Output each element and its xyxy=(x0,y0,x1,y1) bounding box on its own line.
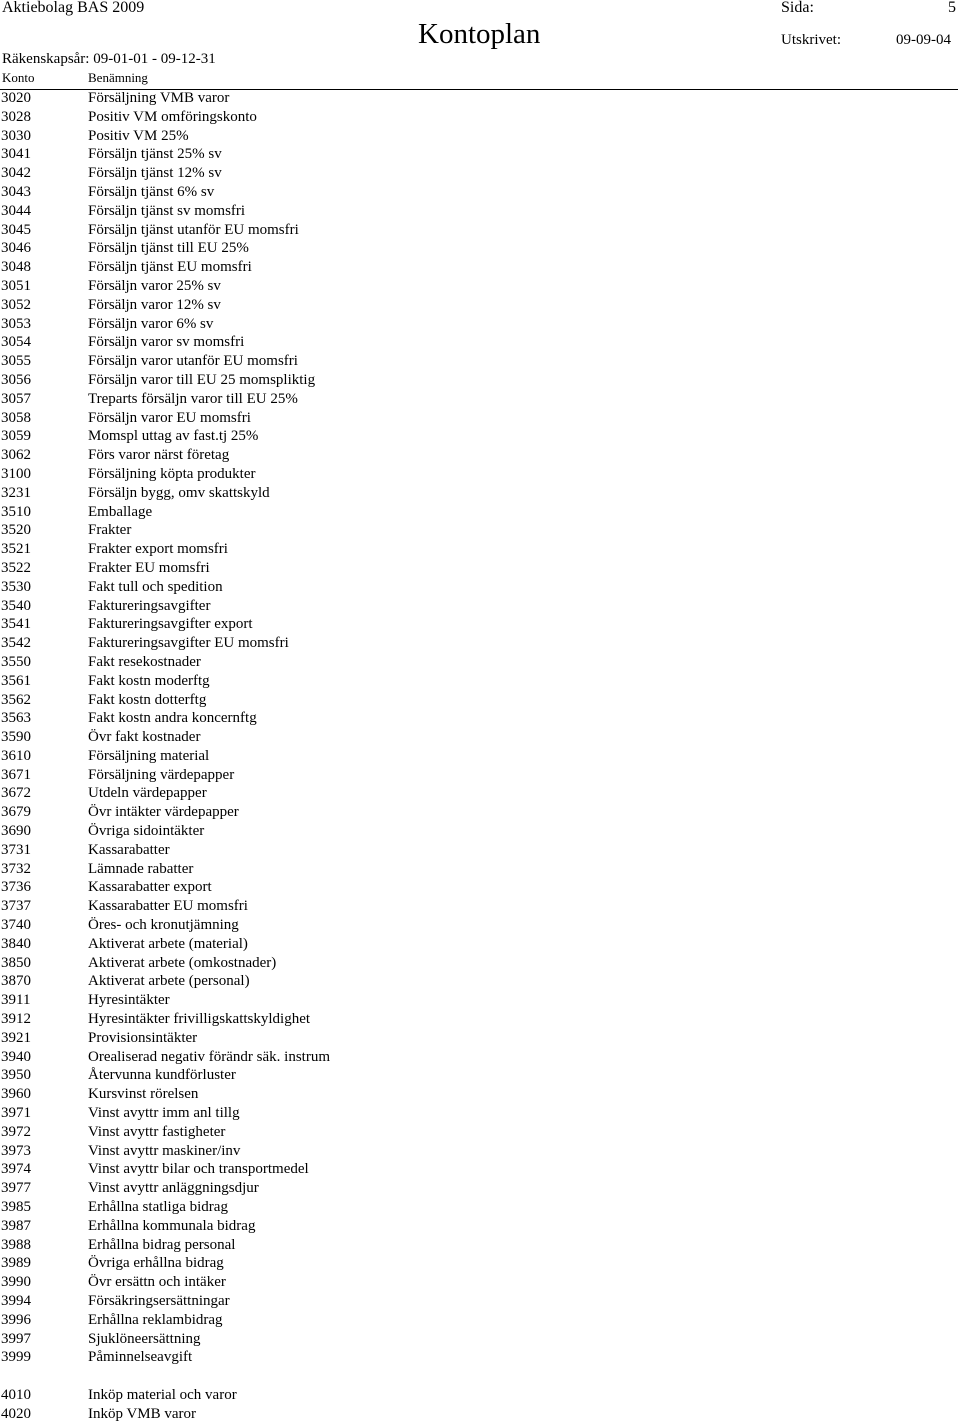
account-row xyxy=(0,108,960,127)
account-name: Erhållna reklambidrag xyxy=(88,1311,223,1328)
account-row xyxy=(0,1160,960,1179)
account-number: 3052 xyxy=(1,296,31,313)
account-row xyxy=(0,578,960,597)
account-name: Lämnade rabatter xyxy=(88,860,194,877)
account-row xyxy=(0,371,960,390)
account-number: 3985 xyxy=(1,1199,31,1216)
account-row xyxy=(0,1311,960,1330)
account-number: 3732 xyxy=(1,860,31,877)
account-row xyxy=(0,521,960,540)
account-row xyxy=(0,1386,960,1405)
account-number: 3048 xyxy=(1,259,31,276)
account-row xyxy=(0,89,960,108)
account-number: 3996 xyxy=(1,1311,31,1328)
account-row xyxy=(0,916,960,935)
account-row xyxy=(0,145,960,164)
account-name: Erhållna statliga bidrag xyxy=(88,1199,228,1216)
account-row xyxy=(0,615,960,634)
account-number: 3044 xyxy=(1,202,31,219)
account-row xyxy=(0,409,960,428)
account-number: 3960 xyxy=(1,1086,31,1103)
account-name: Övr ersättn och intäker xyxy=(88,1274,226,1291)
account-number: 3540 xyxy=(1,597,31,614)
account-number: 3045 xyxy=(1,221,31,238)
account-name: Positiv VM 25% xyxy=(88,127,189,144)
account-row xyxy=(0,691,960,710)
account-name: Vinst avyttr fastigheter xyxy=(88,1123,226,1140)
account-name: Förs varor närst företag xyxy=(88,447,230,464)
account-number: 3054 xyxy=(1,334,31,351)
account-row xyxy=(0,747,960,766)
account-row xyxy=(0,1010,960,1029)
account-number: 3736 xyxy=(1,879,31,896)
account-number: 3672 xyxy=(1,785,31,802)
account-row xyxy=(0,709,960,728)
account-name: Övriga sidointäkter xyxy=(88,823,205,840)
account-number: 3056 xyxy=(1,371,31,388)
account-number: 3030 xyxy=(1,127,31,144)
account-number: 3731 xyxy=(1,841,31,858)
account-row xyxy=(0,878,960,897)
account-number: 3521 xyxy=(1,541,31,558)
account-row xyxy=(0,315,960,334)
account-row xyxy=(0,1123,960,1142)
account-name: Erhållna bidrag personal xyxy=(88,1236,236,1253)
account-name: Fakt kostn andra koncernftg xyxy=(88,710,257,727)
account-row xyxy=(0,1273,960,1292)
account-name: Inköp material och varor xyxy=(88,1386,237,1403)
account-name: Frakter xyxy=(88,522,132,539)
account-name: Fakt tull och spedition xyxy=(88,578,223,595)
account-name: Öres- och kronutjämning xyxy=(88,917,239,934)
account-name: Försäljn varor 12% sv xyxy=(88,296,221,313)
account-name: Försäljn varor utanför EU momsfri xyxy=(88,353,298,370)
page-number: 5 xyxy=(948,0,956,16)
account-number: 3950 xyxy=(1,1067,31,1084)
account-row xyxy=(0,1236,960,1255)
account-name: Orealiserad negativ förändr säk. instrum xyxy=(88,1048,330,1065)
account-row xyxy=(0,390,960,409)
account-name: Försäkringsersättningar xyxy=(88,1293,230,1309)
account-row xyxy=(0,728,960,747)
account-row xyxy=(0,1104,960,1123)
account-number: 3740 xyxy=(1,917,31,934)
account-name: Frakter EU momsfri xyxy=(88,559,210,576)
account-number: 4020 xyxy=(1,1405,31,1422)
account-row xyxy=(0,1029,960,1048)
account-number: 3055 xyxy=(1,353,31,370)
account-name: Aktiverat arbete (material) xyxy=(88,935,248,952)
account-name: Momspl uttag av fast.tj 25% xyxy=(88,428,259,445)
account-name: Provisionsintäkter xyxy=(88,1029,198,1046)
account-number: 3530 xyxy=(1,578,31,595)
account-row xyxy=(0,1330,960,1349)
account-number: 3912 xyxy=(1,1011,31,1028)
account-row xyxy=(0,972,960,991)
account-row xyxy=(0,766,960,785)
account-row xyxy=(0,1066,960,1085)
account-number: 3062 xyxy=(1,447,31,464)
account-row xyxy=(0,559,960,578)
account-number: 3042 xyxy=(1,165,31,182)
account-number: 3510 xyxy=(1,503,31,520)
account-row xyxy=(0,258,960,277)
account-name: Faktureringsavgifter EU momsfri xyxy=(88,635,289,652)
printed-date: 09-09-04 xyxy=(896,32,951,48)
account-name: Hyresintäkter xyxy=(88,992,170,1009)
account-row xyxy=(0,1198,960,1217)
account-list xyxy=(0,89,960,1424)
account-number: 3610 xyxy=(1,747,31,764)
account-row xyxy=(0,427,960,446)
account-number: 3840 xyxy=(1,935,31,952)
account-number: 3043 xyxy=(1,183,31,200)
account-name: Försäljn bygg, omv skattskyld xyxy=(88,484,270,501)
account-row xyxy=(0,897,960,916)
account-number: 3911 xyxy=(1,992,31,1009)
page-label: Sida: xyxy=(781,0,814,16)
account-number: 3541 xyxy=(1,616,31,633)
account-number: 3997 xyxy=(1,1330,31,1347)
account-name: Kursvinst rörelsen xyxy=(88,1086,199,1103)
account-row xyxy=(0,1405,960,1424)
account-number: 3870 xyxy=(1,973,31,990)
account-name: Vinst avyttr maskiner/inv xyxy=(88,1142,241,1159)
account-name: Försäljn varor EU momsfri xyxy=(88,409,251,426)
account-name: Försäljn tjänst 25% sv xyxy=(88,146,222,163)
account-row xyxy=(0,954,960,973)
account-name: Återvunna kundförluster xyxy=(88,1067,236,1084)
account-row xyxy=(0,1142,960,1161)
account-name: Fakt kostn dotterftg xyxy=(88,691,207,708)
account-number: 3989 xyxy=(1,1255,31,1272)
account-row xyxy=(0,597,960,616)
account-row xyxy=(0,860,960,879)
account-name: Försäljn varor till EU 25 momspliktig xyxy=(88,371,316,388)
account-row xyxy=(0,239,960,258)
account-number: 3971 xyxy=(1,1105,31,1122)
account-name: Försäljn tjänst sv momsfri xyxy=(88,202,246,219)
account-name: Försäljn tjänst 6% sv xyxy=(88,183,215,200)
account-row xyxy=(0,1217,960,1236)
account-name: Försäljn varor 6% sv xyxy=(88,315,214,332)
account-number: 3590 xyxy=(1,729,31,746)
fiscal-year: Räkenskapsår: 09-01-01 - 09-12-31 xyxy=(2,51,216,67)
account-row xyxy=(0,935,960,954)
account-row xyxy=(0,183,960,202)
account-number: 3563 xyxy=(1,710,31,727)
account-name: Vinst avyttr bilar och transportmedel xyxy=(88,1161,309,1178)
account-row xyxy=(0,352,960,371)
account-number: 3020 xyxy=(1,90,31,106)
account-number: 3987 xyxy=(1,1217,31,1234)
account-number: 3561 xyxy=(1,672,31,689)
account-name: Sjuklöneersättning xyxy=(88,1330,201,1347)
account-name: Övriga erhållna bidrag xyxy=(88,1255,224,1272)
account-number: 3974 xyxy=(1,1161,31,1178)
account-row xyxy=(0,784,960,803)
account-name: Försäljning köpta produkter xyxy=(88,465,256,482)
account-row xyxy=(0,221,960,240)
account-number: 3058 xyxy=(1,409,31,426)
account-number: 3520 xyxy=(1,522,31,539)
account-name: Frakter export momsfri xyxy=(88,541,228,558)
account-number: 3850 xyxy=(1,954,31,971)
account-number: 3057 xyxy=(1,390,31,407)
account-number: 3990 xyxy=(1,1274,31,1291)
account-row xyxy=(0,1085,960,1104)
account-name: Övr intäkter värdepapper xyxy=(88,804,239,821)
account-name: Vinst avyttr anläggningsdjur xyxy=(88,1180,259,1197)
account-row xyxy=(0,653,960,672)
account-number: 3940 xyxy=(1,1048,31,1065)
account-row xyxy=(0,803,960,822)
account-name: Kassarabatter xyxy=(88,841,170,858)
account-name: Försäljning VMB varor xyxy=(88,90,230,106)
account-number: 3988 xyxy=(1,1236,31,1253)
account-name: Aktiverat arbete (omkostnader) xyxy=(88,954,277,971)
column-header-name: Benämning xyxy=(88,70,148,85)
account-name: Kassarabatter EU momsfri xyxy=(88,898,248,915)
account-row xyxy=(0,1179,960,1198)
account-row xyxy=(0,296,960,315)
account-name: Vinst avyttr imm anl tillg xyxy=(88,1105,240,1122)
account-number: 3041 xyxy=(1,146,31,163)
account-row xyxy=(0,164,960,183)
account-row xyxy=(0,1292,960,1311)
account-row xyxy=(0,1348,960,1367)
account-number: 3522 xyxy=(1,559,31,576)
account-number: 3100 xyxy=(1,465,31,482)
account-name: Faktureringsavgifter xyxy=(88,597,211,614)
account-row xyxy=(0,127,960,146)
account-number: 3973 xyxy=(1,1142,31,1159)
document-title: Kontoplan xyxy=(418,18,541,50)
account-name: Påminnelseavgift xyxy=(88,1349,193,1366)
account-number: 3046 xyxy=(1,240,31,257)
column-header-account: Konto xyxy=(2,70,35,85)
printed-label: Utskrivet: xyxy=(781,32,841,48)
account-number: 3690 xyxy=(1,823,31,840)
account-row xyxy=(0,991,960,1010)
account-row xyxy=(0,484,960,503)
account-name: Inköp VMB varor xyxy=(88,1405,197,1422)
account-number: 3977 xyxy=(1,1180,31,1197)
account-row xyxy=(0,822,960,841)
account-name: Fakt kostn moderftg xyxy=(88,672,210,689)
account-number: 4010 xyxy=(1,1386,31,1403)
account-name: Försäljn varor sv momsfri xyxy=(88,334,245,351)
account-number: 3053 xyxy=(1,315,31,332)
account-name: Treparts försäljn varor till EU 25% xyxy=(88,390,298,407)
account-row xyxy=(0,841,960,860)
account-name: Utdeln värdepapper xyxy=(88,785,207,802)
account-number: 3059 xyxy=(1,428,31,445)
account-number: 3028 xyxy=(1,108,31,125)
account-number: 3231 xyxy=(1,484,31,501)
account-row xyxy=(0,333,960,352)
account-number: 3542 xyxy=(1,635,31,652)
account-row xyxy=(0,446,960,465)
account-row xyxy=(0,277,960,296)
account-name: Positiv VM omföringskonto xyxy=(88,108,257,125)
account-row xyxy=(0,465,960,484)
account-name: Försäljn varor 25% sv xyxy=(88,277,221,294)
account-row xyxy=(0,672,960,691)
account-name: Erhållna kommunala bidrag xyxy=(88,1217,256,1234)
account-row xyxy=(0,503,960,522)
account-name: Övr fakt kostnader xyxy=(88,729,201,746)
account-name: Försäljn tjänst 12% sv xyxy=(88,165,222,182)
account-number: 3994 xyxy=(1,1293,31,1309)
account-number: 3921 xyxy=(1,1029,31,1046)
account-name: Faktureringsavgifter export xyxy=(88,616,253,633)
account-name: Försäljn tjänst EU momsfri xyxy=(88,259,252,276)
account-number: 3562 xyxy=(1,691,31,708)
account-name: Emballage xyxy=(88,503,153,520)
account-name: Försäljning material xyxy=(88,747,210,764)
account-number: 3671 xyxy=(1,766,31,783)
company-name: Aktiebolag BAS 2009 xyxy=(2,0,145,16)
account-name: Försäljn tjänst till EU 25% xyxy=(88,240,249,257)
account-number: 3999 xyxy=(1,1349,31,1366)
account-number: 3972 xyxy=(1,1123,31,1140)
account-name: Fakt resekostnader xyxy=(88,653,201,670)
account-number: 3051 xyxy=(1,277,31,294)
account-name: Försäljning värdepapper xyxy=(88,766,235,783)
account-number: 3550 xyxy=(1,653,31,670)
account-row xyxy=(0,634,960,653)
account-name: Kassarabatter export xyxy=(88,879,212,896)
account-row xyxy=(0,1048,960,1067)
account-number: 3679 xyxy=(1,804,31,821)
account-row xyxy=(0,540,960,559)
account-number: 3737 xyxy=(1,898,31,915)
account-name: Försäljn tjänst utanför EU momsfri xyxy=(88,221,299,238)
account-row xyxy=(0,202,960,221)
account-name: Aktiverat arbete (personal) xyxy=(88,973,250,990)
account-name: Hyresintäkter frivilligskattskyldighet xyxy=(88,1011,311,1028)
account-row xyxy=(0,1254,960,1273)
